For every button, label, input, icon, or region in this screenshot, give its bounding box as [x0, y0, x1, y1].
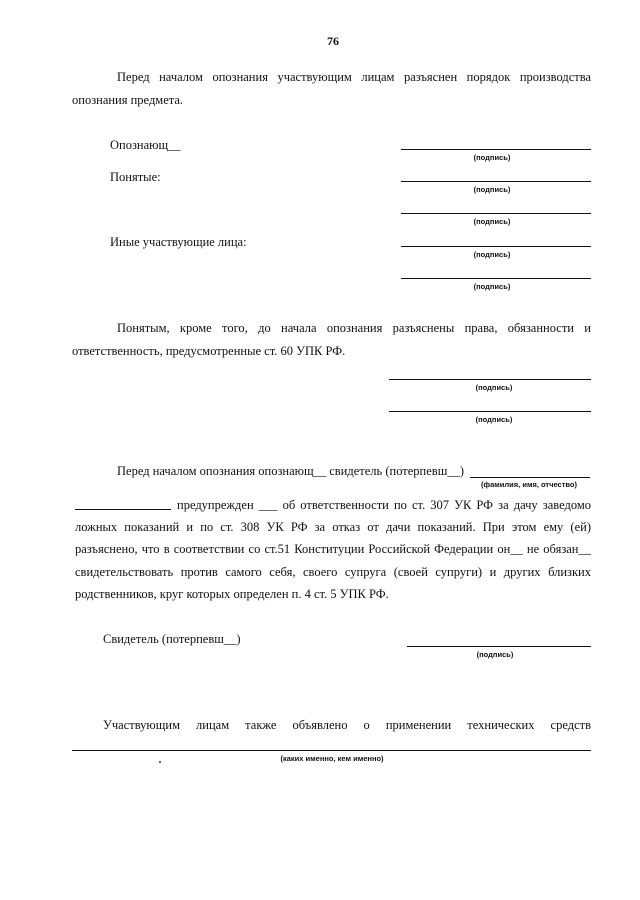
technical-means-line[interactable] [72, 750, 591, 751]
witnesses-label: Понятые: [110, 170, 161, 184]
page-number: 76 [327, 34, 339, 48]
para1-line2: опознания предмета. [72, 93, 184, 107]
name-caption: (фамилия, имя, отчество) [481, 480, 577, 489]
signature-line[interactable] [401, 278, 591, 279]
signature-line[interactable] [389, 411, 591, 412]
signature-caption: (подпись) [475, 415, 513, 424]
para3-line3: ложных показаний и по ст. 308 УК РФ за отказ от дачи показаний. При этом ему (ей) [75, 520, 591, 534]
technical-means-caption: (каких именно, кем именно) [280, 754, 384, 763]
witness-label: Свидетель (потерпевш__) [103, 632, 241, 646]
name-fill-line[interactable] [75, 509, 171, 510]
para1-line1: Перед началом опознания участвующим лицам разъяснен порядок производства [117, 70, 591, 84]
identifier-label: Опознающ__ [110, 138, 181, 152]
signature-line[interactable] [401, 246, 591, 247]
signature-line[interactable] [401, 149, 591, 150]
signature-line[interactable] [401, 213, 591, 214]
others-label: Иные участвующие лица: [110, 235, 247, 249]
para4-line1: Участвующим лицам также объявлено о применении технических средств [103, 718, 591, 732]
signature-caption: (подпись) [476, 650, 514, 659]
signature-caption: (подпись) [475, 383, 513, 392]
para3-line6: родственников, круг которых определен п. 4 ст. 5 УПК РФ. [75, 587, 389, 601]
signature-caption: (подпись) [473, 153, 511, 162]
signature-caption: (подпись) [473, 185, 511, 194]
para3-line2: предупрежден ___ об ответственности по ст. 307 УК РФ за дачу заведомо [177, 498, 591, 512]
signature-caption: (подпись) [473, 217, 511, 226]
para3-line5: свидетельствовать против самого себя, своего супруга (своей супруги) и других близких [75, 565, 591, 579]
signature-caption: (подпись) [473, 282, 511, 291]
name-fill-line[interactable] [470, 477, 590, 478]
signature-line[interactable] [407, 646, 591, 647]
para3-line1: Перед началом опознания опознающ__ свидетель (потерпевш__) [117, 464, 464, 478]
signature-caption: (подпись) [473, 250, 511, 259]
para3-line4: разъяснено, что в соответствии со ст.51 Конституции Российской Федерации он__ не обязан__ [75, 542, 591, 556]
stray-mark [159, 761, 161, 763]
signature-line[interactable] [389, 379, 591, 380]
para2-line2: ответственность, предусмотренные ст. 60 УПК РФ. [72, 344, 346, 358]
para2-line1: Понятым, кроме того, до начала опознания разъяснены права, обязанности и [117, 321, 591, 335]
signature-line[interactable] [401, 181, 591, 182]
